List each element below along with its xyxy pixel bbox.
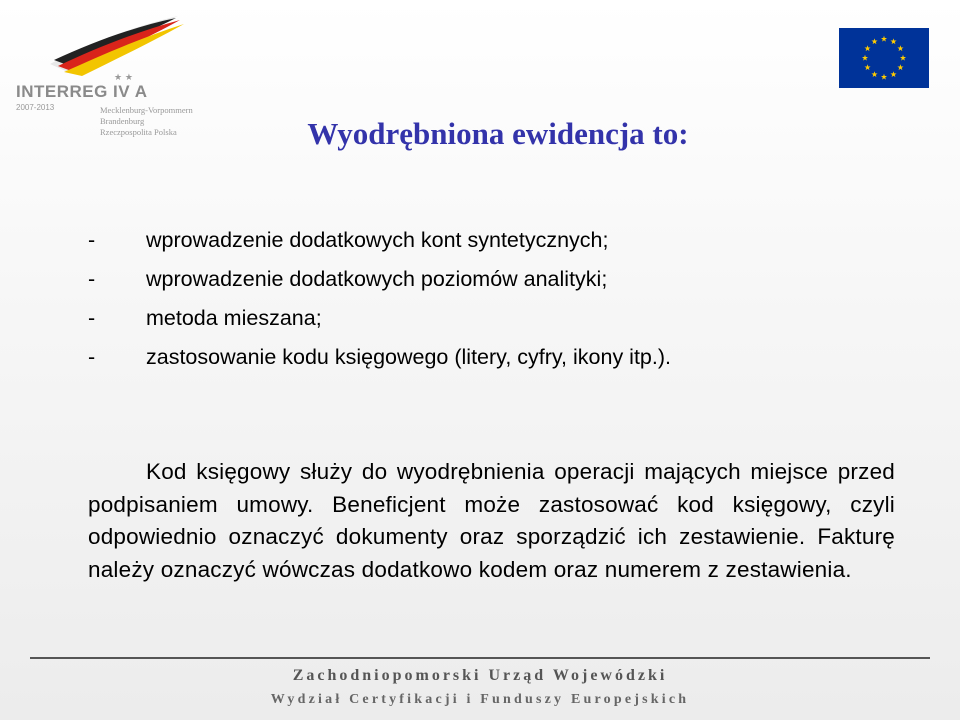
eu-flag-icon	[839, 28, 929, 88]
bullet-dash: -	[88, 306, 96, 330]
svg-text:★ ★: ★ ★	[114, 73, 133, 83]
footer-department: Wydział Certyfikacji i Funduszy Europejskich	[270, 692, 690, 707]
bullet-dash: -	[88, 345, 96, 369]
bullet-text: wprowadzenie dodatkowych poziomów analityki;	[146, 267, 608, 291]
bullet-dash: -	[88, 267, 96, 291]
body-paragraph: Kod księgowy służy do wyodrębnienia operacji mających miejsce przed podpisaniem umowy. Beneficjent może zastosować kod księgowy, czyli odpowiednio oznaczyć dokumenty oraz sporządzić ich zestawienie. Fakturę należy oznaczyć wówczas dodatkowo kodem oraz numerem z zestawienia.	[88, 459, 895, 582]
bullet-text: zastosowanie kodu księgowego (litery, cyfry, ikony itp.).	[146, 345, 671, 369]
bullet-list	[88, 222, 671, 378]
footer-divider	[30, 657, 930, 659]
bullet-text: wprowadzenie dodatkowych kont syntetycznych;	[146, 228, 609, 252]
footer-organization: Zachodniopomorski Urząd Wojewódzki	[292, 667, 668, 684]
interreg-swoosh-icon	[48, 14, 188, 84]
list-item	[88, 300, 671, 339]
logo-region: Mecklenburg-Vorpommern	[100, 105, 193, 115]
logo-region: Rzeczpospolita Polska	[100, 127, 177, 137]
bullet-text: metoda mieszana;	[146, 306, 322, 330]
list-item	[88, 222, 671, 261]
bullet-dash: -	[88, 228, 96, 252]
logo-region: Brandenburg	[100, 116, 145, 126]
list-item	[88, 339, 671, 378]
logo-name: INTERREG IV A	[16, 82, 148, 101]
list-item	[88, 261, 671, 300]
page-title: Wyodrębniona ewidencja to:	[307, 116, 689, 151]
logo-years: 2007-2013	[16, 103, 55, 112]
